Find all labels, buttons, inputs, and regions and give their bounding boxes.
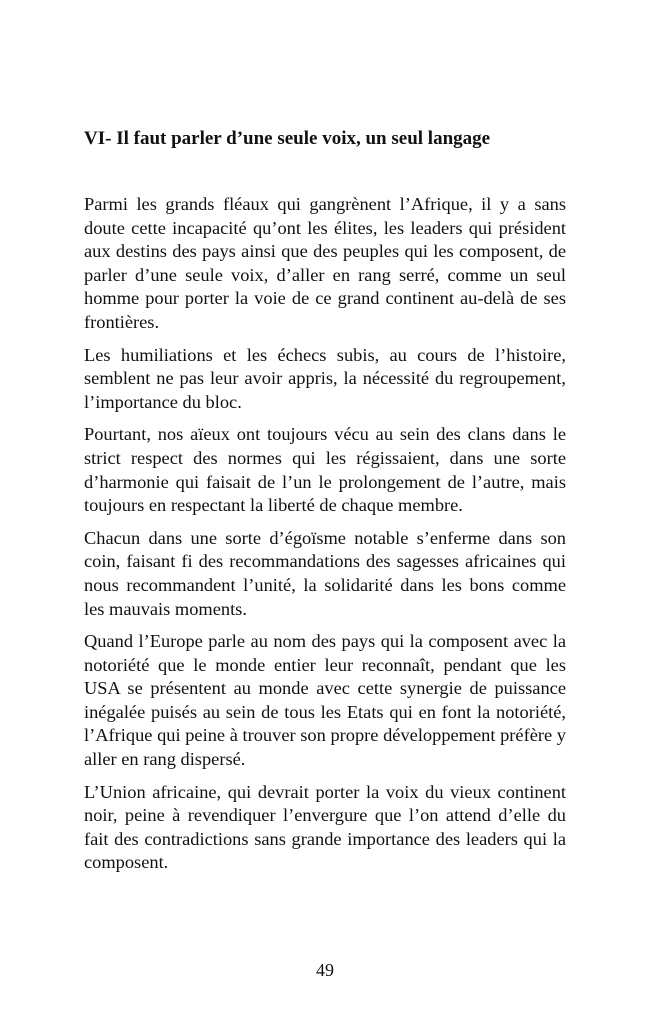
section-heading: VI- Il faut parler d’une seule voix, un seul langage [84,128,491,149]
page-number: 49 [316,960,334,980]
paragraph-3: Pourtant, nos aïeux ont toujours vécu au sein des clans dans le strict respect des normes qui les régissaient, dans une sorte d’harmonie qui faisait de l’un le prolongement de l’autre, mais toujours en respectant la liberté de chaque membre. [84,424,566,516]
paragraph-6: L’Union africaine, qui devrait porter la voix du vieux continent noir, peine à revendiquer l’envergure que l’on attend d’elle du fait des contradictions sans grande importance des leaders qui la composent. [84,781,566,873]
body-text [84,193,566,884]
paragraph-5: Quand l’Europe parle au nom des pays qui la composent avec la notoriété que le monde entier leur reconnaît, pendant que les USA se présentent au monde avec cette synergie de puissance inégalée puisés au sein de tous les Etats qui en font la notoriété, l’Afrique qui peine à trouver son propre développement préfère y aller en rang dispersé. [84,631,566,770]
paragraph-4: Chacun dans une sorte d’égoïsme notable s’enferme dans son coin, faisant fi des recommandations des sagesses africaines qui nous recommandent l’unité, la solidarité dans les bons comme les mauvais moments. [84,527,566,619]
paragraph-1: Parmi les grands fléaux qui gangrènent l’Afrique, il y a sans doute cette incapacité qu’ont les élites, les leaders qui président aux destins des pays ainsi que des peuples qui les composent, de parler d’une seule voix, d’aller en rang serré, comme un seul homme pour porter la voie de ce grand continent au-delà de ses frontières. [84,194,566,332]
paragraph-2: Les humiliations et les échecs subis, au cours de l’histoire, semblent ne pas leur avoir appris, la nécessité du regroupement, l’importance du bloc. [84,344,566,412]
